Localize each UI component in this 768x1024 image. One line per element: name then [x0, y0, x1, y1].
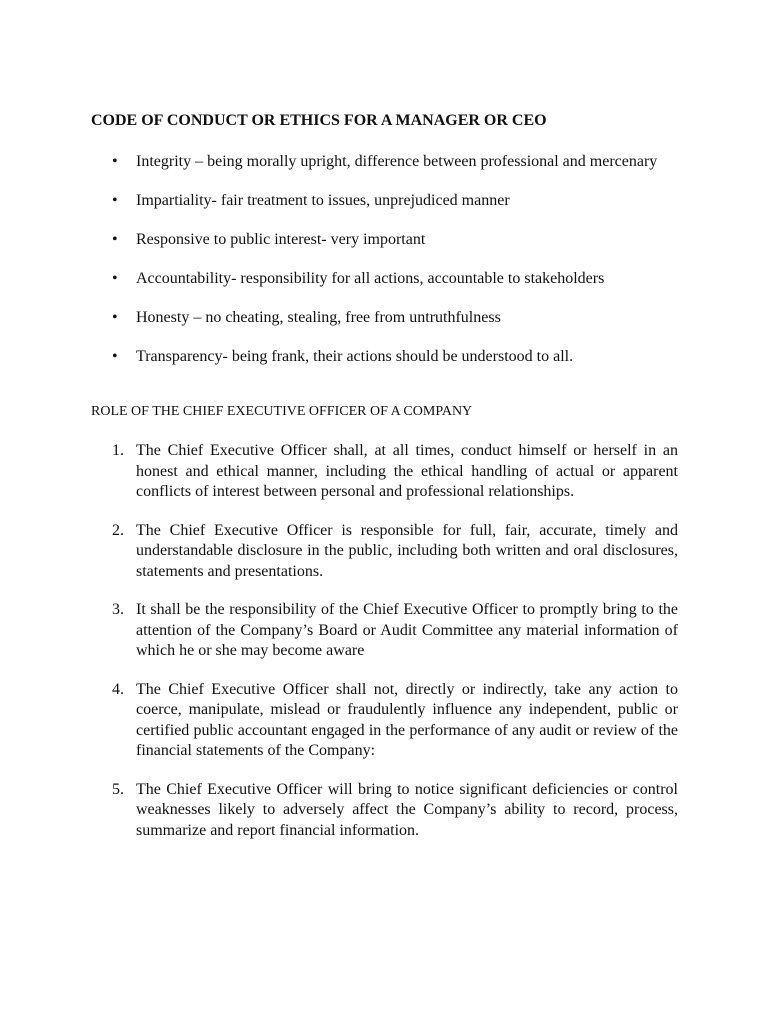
numbered-list-ceo-role — [112, 441, 678, 859]
section-heading-code-of-conduct: CODE OF CONDUCT OR ETHICS FOR A MANAGER OR CEO — [91, 112, 547, 129]
bullet-list-ethics — [112, 151, 678, 385]
list-item — [112, 680, 678, 762]
list-number: 5. — [112, 780, 124, 798]
list-item-text: Integrity – being morally upright, difference between professional and mercenary — [136, 153, 658, 170]
bullet-marker: • — [112, 231, 118, 248]
list-number: 3. — [112, 601, 124, 618]
list-item — [112, 441, 678, 503]
list-item — [112, 521, 678, 583]
bullet-marker: • — [112, 153, 118, 170]
list-item — [112, 346, 678, 367]
list-number: 4. — [112, 680, 124, 698]
list-item — [112, 307, 678, 328]
bullet-marker: • — [112, 192, 118, 209]
bullet-marker: • — [112, 348, 118, 365]
list-item — [112, 600, 678, 662]
list-number: 2. — [112, 521, 124, 539]
list-item-text: The Chief Executive Officer is responsible for full, fair, accurate, timely and understandable disclosure in the public, including both written and oral disclosures, statements and presentations. — [136, 521, 678, 580]
list-item-text: Accountability- responsibility for all actions, accountable to stakeholders — [136, 270, 605, 287]
list-item-text: Impartiality- fair treatment to issues, unprejudiced manner — [136, 192, 510, 209]
list-item-text: It shall be the responsibility of the Chief Executive Officer to promptly bring to the attention of the Company’s Board or Audit Committee any material information of which he or she may become aware — [136, 601, 678, 659]
list-item — [112, 268, 678, 289]
list-item-text: The Chief Executive Officer shall not, directly or indirectly, take any action to coerce, manipulate, mislead or fraudulently influence any independent, public or certified public accountant engaged in the performance of any audit or review of the financial statements of the Company: — [136, 680, 678, 759]
list-item-text: Honesty – no cheating, stealing, free from untruthfulness — [136, 309, 501, 326]
list-item-text: Responsive to public interest- very important — [136, 231, 426, 248]
list-item-text: The Chief Executive Officer shall, at all times, conduct himself or herself in an honest and ethical manner, including the ethical handling of actual or apparent conflicts of interest between personal and professional relationships. — [136, 442, 678, 500]
list-number: 1. — [112, 442, 124, 459]
section-heading-ceo-role: ROLE OF THE CHIEF EXECUTIVE OFFICER OF A COMPANY — [91, 404, 473, 419]
list-item — [112, 190, 678, 211]
bullet-marker: • — [112, 309, 118, 326]
list-item-text: The Chief Executive Officer will bring to notice significant deficiencies or control weaknesses likely to adversely affect the Company’s ability to record, process, summarize and report financial information. — [136, 780, 678, 839]
bullet-marker: • — [112, 270, 118, 287]
list-item — [112, 780, 678, 842]
list-item — [112, 151, 678, 172]
list-item — [112, 229, 678, 250]
list-item-text: Transparency- being frank, their actions should be understood to all. — [136, 348, 574, 365]
